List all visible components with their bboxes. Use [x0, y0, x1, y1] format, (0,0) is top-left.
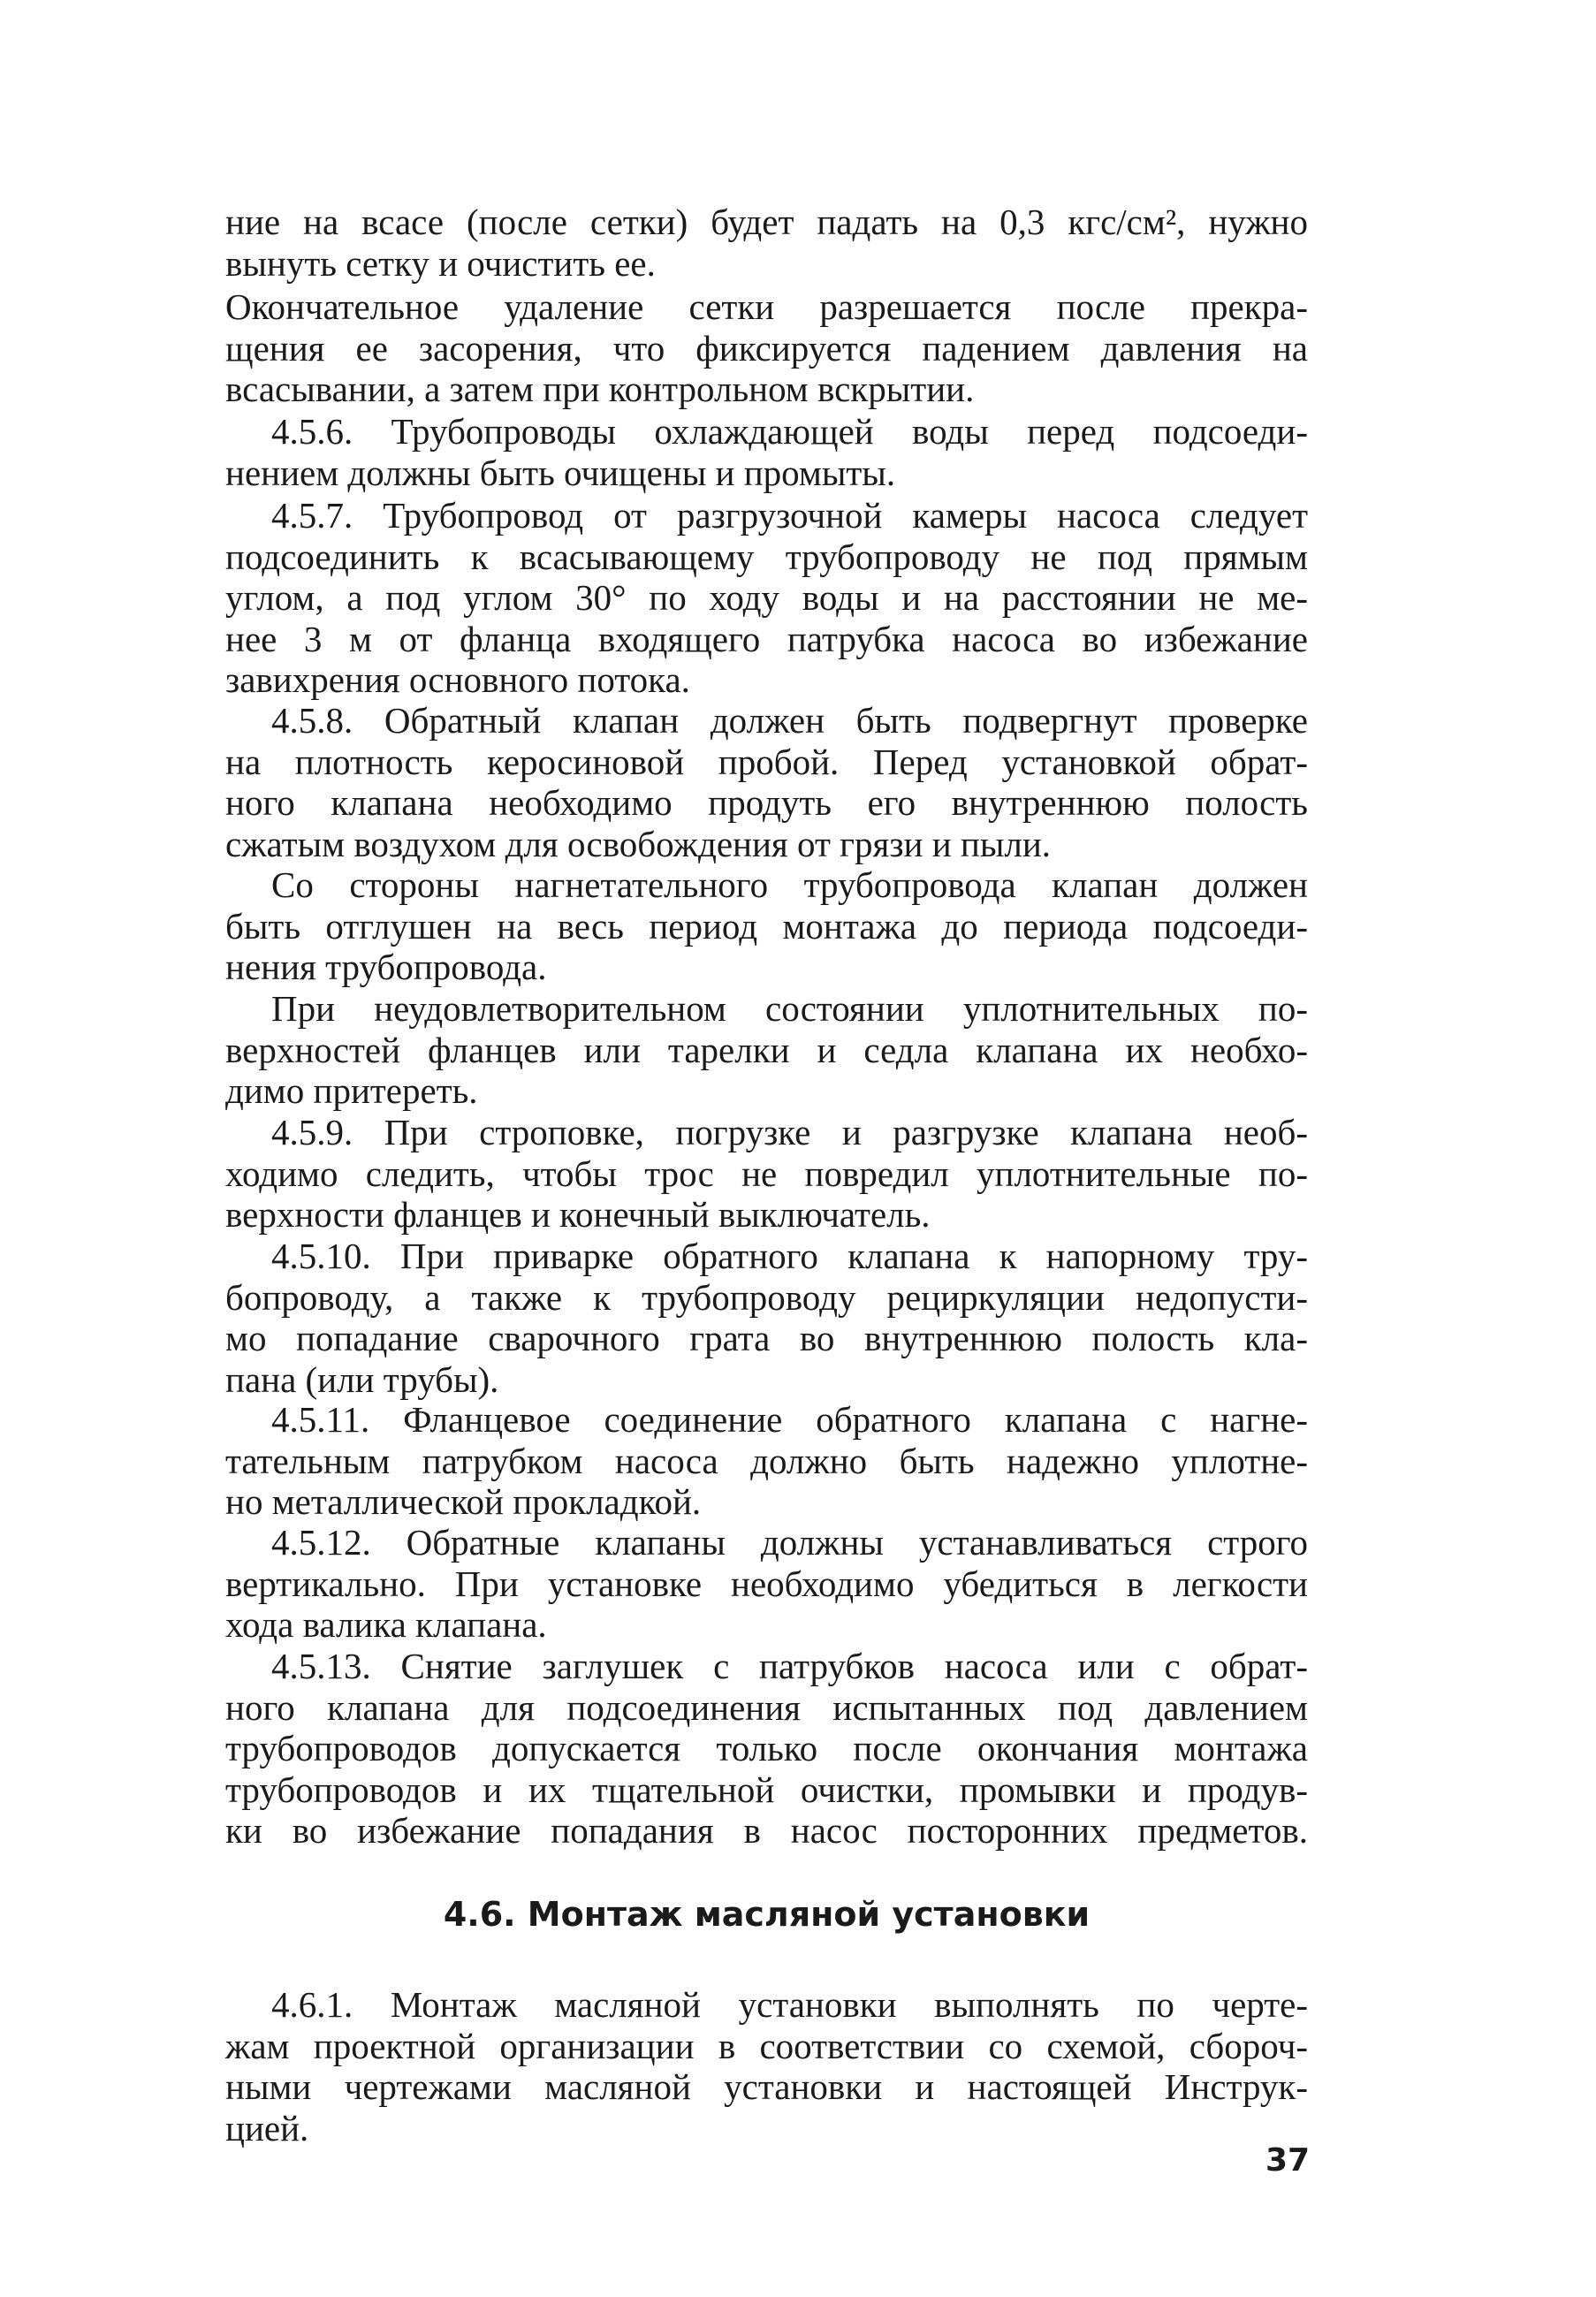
text-line: нее 3 м от фланца входящего патрубка насоса во избежание: [225, 618, 1308, 659]
text-line: подсоединить к всасывающему трубопроводу не под прямым: [225, 536, 1308, 577]
text-line: 4.5.6. Трубопроводы охлаждающей воды перед подсоеди-: [271, 411, 1308, 452]
text-line: пана (или трубы).: [225, 1358, 499, 1400]
text-line: 4.5.9. При строповке, погрузке и разгрузке клапана необ-: [271, 1112, 1308, 1152]
paragraph-4-6-1: [225, 1984, 1308, 2149]
section-heading: 4.6. Монтаж масляной установки: [443, 1895, 1091, 1934]
paragraph-4-5-10: [225, 1236, 1308, 1400]
text-line: 4.5.8. Обратный клапан должен быть подвергнут проверке: [271, 700, 1308, 741]
text-line: углом, а под углом 30° по ходу воды и на расстоянии не ме-: [225, 577, 1308, 618]
text-line: на плотность керосиновой пробой. Перед установкой обрат-: [225, 741, 1308, 782]
paragraph-lapping: [225, 988, 1308, 1112]
text-line: Со стороны нагнетательного трубопровода клапан должен: [271, 864, 1308, 905]
text-line: нением должны быть очищены и промыты.: [225, 452, 896, 493]
page-number: 37: [1265, 2142, 1311, 2179]
paragraph-discharge-side: [225, 864, 1308, 988]
text-line: верхности фланцев и конечный выключатель.: [225, 1194, 931, 1235]
text-line: димо притереть.: [225, 1070, 478, 1111]
text-line: Окончательное удаление сетки разрешается после прекра-: [225, 286, 1308, 327]
text-line: всасывании, а затем при контрольном вскрытии.: [225, 369, 975, 409]
text-line: 4.5.11. Фланцевое соединение обратного клапана с нагне-: [271, 1399, 1308, 1440]
text-line: ки во избежание попадания в насос посторонних предметов.: [225, 1810, 1308, 1851]
paragraph-4-5-9: [225, 1112, 1308, 1236]
text-line: 4.6.1. Монтаж масляной установки выполнять по черте-: [271, 1984, 1308, 2025]
paragraph-continuation: [225, 202, 1308, 284]
text-line: трубопроводов допускается только после окончания монтажа: [225, 1728, 1308, 1768]
text-line: При неудовлетворительном состоянии уплотнительных по-: [271, 988, 1308, 1029]
paragraph-4-5-7: [225, 495, 1308, 701]
paragraph-4-5-12: [225, 1522, 1308, 1646]
paragraph-4-5-11: [225, 1399, 1308, 1523]
paragraph-4-5-13: [225, 1646, 1308, 1852]
text-line: хода валика клапана.: [225, 1604, 547, 1645]
text-line: ходимо следить, чтобы трос не повредил уплотнительные по-: [225, 1152, 1308, 1194]
text-line: ние на всасе (после сетки) будет падать на 0,3 кгс/см², нужно: [225, 202, 1308, 242]
text-line: 4.5.10. При приварке обратного клапана к напорному тру-: [271, 1236, 1308, 1276]
text-line: бопроводу, а также к трубопроводу рециркуляции недопусти-: [225, 1276, 1308, 1318]
text-line: цией.: [225, 2107, 309, 2149]
text-line: мо попадание сварочного грата во внутреннюю полость кла-: [225, 1318, 1308, 1358]
text-line: ными чертежами масляной установки и настоящей Инструк-: [225, 2066, 1308, 2107]
text-line: ного клапана необходимо продуть его внутреннюю полость: [225, 782, 1308, 823]
paragraph-4-5-6: [225, 411, 1308, 493]
page-body: [225, 202, 1311, 2234]
text-line: завихрения основного потока.: [225, 659, 690, 700]
text-line: ного клапана для подсоединения испытанных под давлением: [225, 1686, 1308, 1728]
paragraph-grid-removal: [225, 286, 1308, 410]
text-line: жам проектной организации в соответствии со схемой, сбороч-: [225, 2025, 1308, 2066]
text-line: нения трубопровода.: [225, 947, 547, 987]
text-line: быть отглушен на весь период монтажа до периода подсоеди-: [225, 905, 1308, 947]
text-line: но металлической прокладкой.: [225, 1481, 702, 1522]
text-line: 4.5.7. Трубопровод от разгрузочной камеры насоса следует: [271, 495, 1308, 536]
text-line: сжатым воздухом для освобождения от грязи и пыли.: [225, 823, 1052, 864]
text-line: щения ее засорения, что фиксируется падением давления на: [225, 327, 1308, 369]
text-line: вынуть сетку и очистить ее.: [225, 242, 656, 284]
text-line: тательным патрубком насоса должно быть надежно уплотне-: [225, 1440, 1308, 1481]
text-line: 4.5.12. Обратные клапаны должны устанавливаться строго: [271, 1522, 1308, 1563]
text-line: верхностей фланцев или тарелки и седла клапана их необхо-: [225, 1029, 1308, 1070]
text-line: вертикально. При установке необходимо убедиться в легкости: [225, 1563, 1308, 1604]
text-line: 4.5.13. Снятие заглушек с патрубков насоса или с обрат-: [271, 1646, 1308, 1686]
section-heading-wrap: [225, 1895, 1308, 1934]
text-line: трубопроводов и их тщательной очистки, промывки и продув-: [225, 1768, 1308, 1810]
paragraph-4-5-8: [225, 700, 1308, 864]
